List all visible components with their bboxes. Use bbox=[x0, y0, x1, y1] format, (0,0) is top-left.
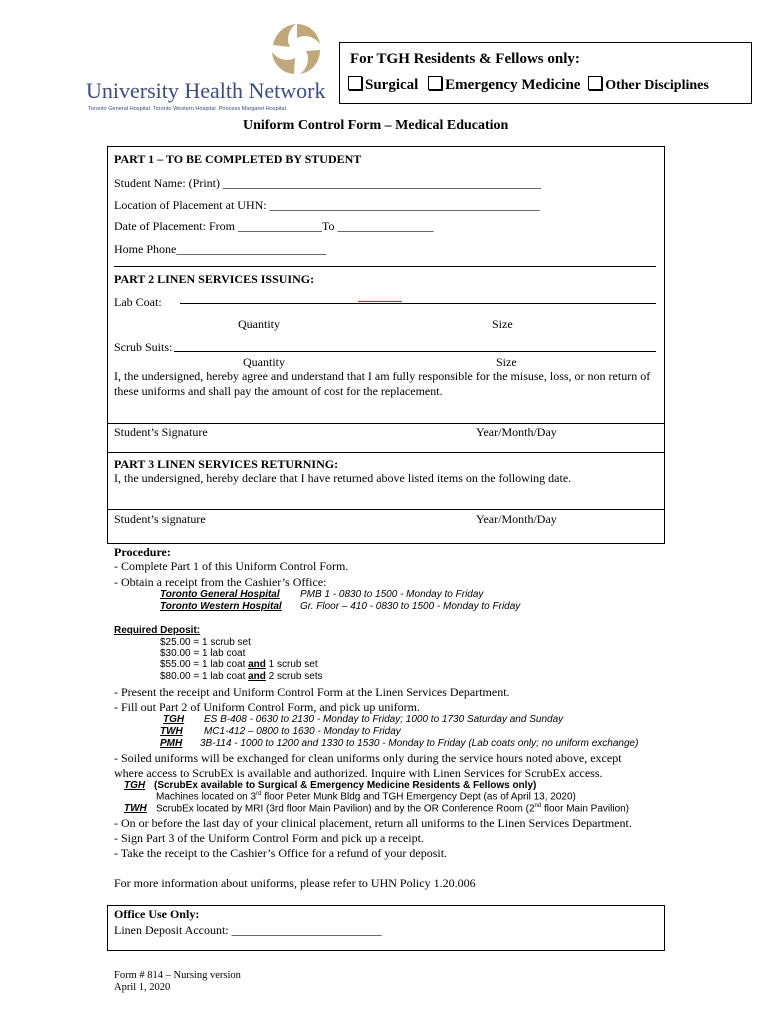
header-box-title: For TGH Residents & Fellows only: bbox=[350, 51, 580, 67]
emergency-medicine-label: Emergency Medicine bbox=[445, 77, 581, 93]
lab-coat-label: Lab Coat: bbox=[114, 295, 162, 309]
checkbox-icon bbox=[428, 76, 442, 90]
scrubex-tgh-text: Machines located on 3 bbox=[156, 791, 257, 803]
procedure-step2: - Obtain a receipt from the Cashier’s Office: bbox=[114, 575, 327, 589]
procedure-step5b: where access to ScrubEx is available and authorized. Inquire with Linen Services for ScrubEx access. bbox=[114, 766, 603, 780]
scrub-size-label: Size bbox=[496, 355, 517, 369]
form-title: Uniform Control Form – Medical Education bbox=[243, 118, 509, 133]
linen-deposit-account-field[interactable]: Linen Deposit Account: _________________________ bbox=[114, 923, 382, 937]
part2-heading: PART 2 LINEN SERVICES ISSUING: bbox=[114, 272, 315, 286]
linen-pmh-site: PMH bbox=[160, 738, 183, 749]
tgh-residents-box bbox=[339, 42, 752, 104]
scrubex-twh-text: ScrubEx located by MRI (3rd floor Main Pavilion) and by the OR Conference Room (2 bbox=[156, 803, 535, 815]
linen-pmh-info: 3B-114 - 1000 to 1200 and 1330 to 1530 - Monday to Friday (Lab coats only; no uniform exchange) bbox=[200, 738, 639, 749]
scrub-suits-field[interactable] bbox=[174, 351, 656, 352]
procedure-step3: - Present the receipt and Uniform Control Form at the Linen Services Department. bbox=[114, 685, 510, 699]
scrub-suits-label: Scrub Suits: bbox=[114, 340, 173, 354]
divider-line bbox=[114, 266, 656, 267]
deposit-text: $25.00 = 1 scrub set bbox=[160, 637, 251, 648]
surgical-label: Surgical bbox=[365, 77, 419, 93]
linen-twh-site: TWH bbox=[160, 726, 183, 737]
deposit-and: and bbox=[248, 671, 266, 682]
checkbox-icon bbox=[348, 76, 362, 90]
deposit-item bbox=[160, 648, 245, 659]
scrubex-tgh-detail bbox=[156, 791, 576, 802]
deposit-item bbox=[160, 671, 323, 682]
cashier-tgh-site: Toronto General Hospital bbox=[160, 589, 280, 600]
form-number: Form # 814 – Nursing version bbox=[114, 970, 241, 981]
divider bbox=[107, 452, 665, 453]
procedure-heading: Procedure: bbox=[114, 545, 171, 559]
other-disciplines-label: Other Disciplines bbox=[605, 78, 709, 93]
return-date-label: Year/Month/Day bbox=[476, 512, 557, 526]
uhn-logo-icon bbox=[268, 20, 326, 78]
logo-name: University Health Network bbox=[86, 78, 326, 103]
office-use-heading: Office Use Only: bbox=[114, 907, 200, 921]
procedure-step8: - Take the receipt to the Cashier’s Office for a refund of your deposit. bbox=[114, 846, 448, 860]
scrubex-tgh-title: (ScrubEx available to Surgical & Emergency Medicine Residents & Fellows only) bbox=[154, 780, 537, 791]
deposit-item bbox=[160, 659, 318, 670]
scrubex-tgh-text: floor Peter Munk Bldg and TGH Emergency Dept (as of April 13, 2020) bbox=[261, 791, 576, 803]
scrubex-twh-label: TWH bbox=[124, 803, 147, 814]
deposit-text: $30.00 = 1 lab coat bbox=[160, 648, 246, 659]
cashier-tgh-info: PMB 1 - 0830 to 1500 - Monday to Friday bbox=[300, 589, 484, 600]
lab-coat-size-label: Size bbox=[492, 317, 513, 331]
divider bbox=[107, 509, 665, 510]
agreement-text: I, the undersigned, hereby agree and understand that I am fully responsible for the misuse, loss, or non return of these uniforms and shall pay the amount of cost for the replacement. bbox=[114, 369, 651, 398]
student-signature-field[interactable]: Student’s Signature bbox=[114, 425, 208, 439]
student-name-field[interactable]: Student Name: (Print) _____________________________________________________ bbox=[114, 176, 541, 190]
discipline-options bbox=[348, 76, 709, 94]
deposit-text: $80.00 = 1 lab coat bbox=[160, 671, 249, 682]
scrub-quantity-label: Quantity bbox=[243, 355, 285, 369]
uhn-logo bbox=[86, 20, 336, 112]
checkbox-icon bbox=[588, 76, 602, 90]
procedure-step1: - Complete Part 1 of this Uniform Control Form. bbox=[114, 559, 349, 573]
deposit-item bbox=[160, 637, 251, 648]
deposit-heading: Required Deposit: bbox=[114, 625, 201, 636]
deposit-text: 1 scrub set bbox=[265, 659, 318, 670]
signature-date-label: Year/Month/Day bbox=[476, 425, 557, 439]
return-declaration: I, the undersigned, hereby declare that I have returned above listed items on the following date. bbox=[114, 471, 572, 485]
procedure-step4: - Fill out Part 2 of Uniform Control Form, and pick up uniform. bbox=[114, 700, 420, 714]
linen-twh-info: MC1-412 – 0800 to 1630 - Monday to Friday bbox=[204, 726, 401, 737]
lab-coat-field[interactable] bbox=[180, 303, 656, 304]
other-disciplines-checkbox[interactable] bbox=[588, 77, 709, 93]
lab-coat-quantity-label: Quantity bbox=[238, 317, 280, 331]
procedure-step7: - Sign Part 3 of the Uniform Control Form and pick up a receipt. bbox=[114, 831, 424, 845]
location-field[interactable]: Location of Placement at UHN: _____________________________________________ bbox=[114, 198, 540, 212]
scrubex-tgh-label: TGH bbox=[124, 780, 146, 791]
cashier-twh-site: Toronto Western Hospital bbox=[160, 601, 282, 612]
more-info: For more information about uniforms, please refer to UHN Policy 1.20.006 bbox=[114, 876, 476, 890]
logo-hospitals: Toronto General Hospital Toronto Western Hospital Princess Margaret Hospital bbox=[88, 106, 286, 112]
procedure-step6: - On or before the last day of your clinical placement, return all uniforms to the Linen Services Department. bbox=[114, 816, 632, 830]
home-phone-field[interactable]: Home Phone_________________________ bbox=[114, 242, 327, 256]
placement-date-field[interactable]: Date of Placement: From ______________To ________________ bbox=[114, 219, 434, 233]
return-signature-field[interactable]: Student’s signature bbox=[114, 512, 206, 526]
procedure-step5a: - Soiled uniforms will be exchanged for clean uniforms only during the service hours noted above, except bbox=[114, 751, 622, 765]
deposit-text: $55.00 = 1 lab coat bbox=[160, 659, 249, 670]
deposit-text: 2 scrub sets bbox=[265, 671, 323, 682]
part1-heading: PART 1 – TO BE COMPLETED BY STUDENT bbox=[114, 152, 362, 166]
divider bbox=[107, 423, 665, 424]
deposit-and: and bbox=[248, 659, 266, 670]
superscript: rd bbox=[256, 791, 262, 797]
part3-heading: PART 3 LINEN SERVICES RETURNING: bbox=[114, 457, 339, 471]
cashier-twh-info: Gr. Floor – 410 - 0830 to 1500 - Monday to Friday bbox=[300, 601, 521, 612]
emergency-medicine-checkbox[interactable] bbox=[428, 77, 580, 93]
scrubex-twh-detail bbox=[156, 803, 629, 814]
linen-tgh-info: ES B-408 - 0630 to 2130 - Monday to Friday; 1000 to 1730 Saturday and Sunday bbox=[204, 714, 564, 725]
scrubex-twh-text: floor Main Pavilion) bbox=[541, 803, 630, 815]
form-date: April 1, 2020 bbox=[114, 982, 171, 993]
annotation-mark bbox=[358, 301, 402, 302]
surgical-checkbox[interactable] bbox=[348, 77, 418, 93]
linen-tgh-site: TGH bbox=[163, 714, 185, 725]
superscript: nd bbox=[534, 803, 542, 809]
